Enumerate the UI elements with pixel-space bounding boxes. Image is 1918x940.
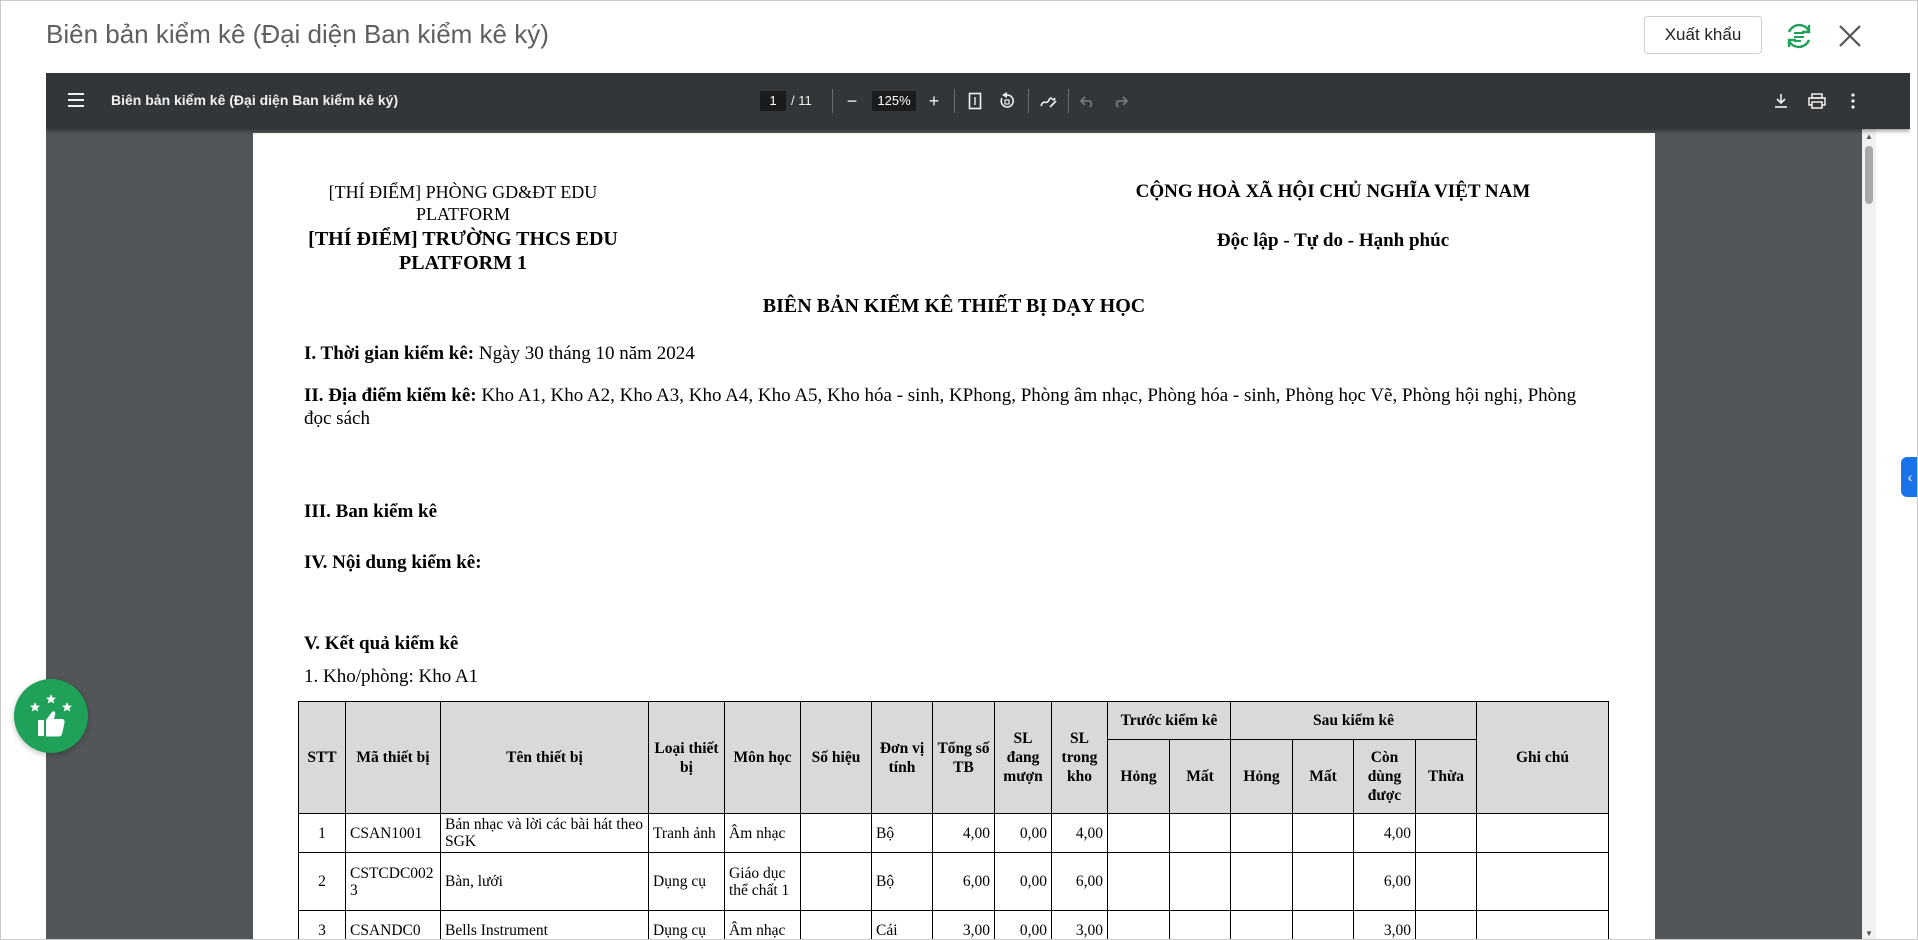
cell-notes bbox=[1477, 853, 1609, 911]
inventory-time bbox=[304, 343, 1604, 365]
col-header-damaged-after: Hỏng bbox=[1231, 740, 1293, 814]
col-header-lost-after: Mất bbox=[1293, 740, 1354, 814]
cell-unit: Cái bbox=[872, 911, 933, 940]
close-icon[interactable] bbox=[1835, 21, 1865, 51]
cell-borrowed: 0,00 bbox=[995, 911, 1052, 940]
scroll-thumb[interactable] bbox=[1865, 146, 1873, 204]
cell-borrowed: 0,00 bbox=[995, 853, 1052, 911]
section-content: IV. Nội dung kiểm kê: bbox=[304, 552, 482, 573]
cell-in-stock: 6,00 bbox=[1052, 853, 1108, 911]
cell-subject: Âm nhạc bbox=[725, 814, 801, 853]
print-icon[interactable] bbox=[1805, 89, 1829, 113]
cell-damaged-after bbox=[1231, 911, 1293, 940]
cell-name: Bells Instrument bbox=[441, 911, 649, 940]
cell-notes bbox=[1477, 814, 1609, 853]
cell-usable: 4,00 bbox=[1354, 814, 1416, 853]
scroll-down-arrow-icon[interactable]: ▼ bbox=[1865, 929, 1873, 938]
cell-total: 6,00 bbox=[933, 853, 995, 911]
section-results: V. Kết quả kiểm kê bbox=[304, 633, 459, 654]
col-header-before: Trước kiểm kê bbox=[1108, 702, 1231, 740]
rotate-icon[interactable] bbox=[995, 89, 1019, 113]
org-line-2: PLATFORM bbox=[415, 204, 511, 224]
cell-code: CSTCDC0023 bbox=[346, 853, 441, 911]
col-header-borrowed: SL đang mượn bbox=[995, 702, 1052, 814]
cell-unit: Bộ bbox=[872, 814, 933, 853]
cell-subject: Âm nhạc bbox=[725, 911, 801, 940]
pdf-page bbox=[253, 133, 1655, 940]
fit-page-icon[interactable] bbox=[963, 89, 987, 113]
cell-borrowed: 0,00 bbox=[995, 814, 1052, 853]
cell-name: Bản nhạc và lời các bài hát theo SGK bbox=[441, 814, 649, 853]
col-header-in-stock: SL trong kho bbox=[1052, 702, 1108, 814]
cell-name: Bàn, lưới bbox=[441, 853, 649, 911]
cell-type: Dụng cụ bbox=[649, 853, 725, 911]
undo-icon[interactable] bbox=[1076, 89, 1100, 113]
document-heading: BIÊN BẢN KIỂM KÊ THIẾT BỊ DẠY HỌC bbox=[762, 295, 1146, 317]
cell-stt: 3 bbox=[299, 911, 346, 940]
cell-surplus bbox=[1416, 814, 1477, 853]
col-header-code: Mã thiết bị bbox=[346, 702, 441, 814]
toolbar-divider bbox=[1028, 89, 1029, 113]
section-committee: III. Ban kiểm kê bbox=[304, 501, 438, 522]
vertical-scrollbar[interactable] bbox=[1862, 129, 1876, 940]
inventory-place bbox=[304, 384, 1604, 430]
cell-in-stock: 3,00 bbox=[1052, 911, 1108, 940]
annotate-icon[interactable] bbox=[1036, 89, 1060, 113]
cell-in-stock: 4,00 bbox=[1052, 814, 1108, 853]
col-header-after: Sau kiểm kê bbox=[1231, 702, 1477, 740]
table-row bbox=[299, 814, 1609, 853]
cell-stt: 2 bbox=[299, 853, 346, 911]
school-line-1: [THÍ ĐIỂM] TRƯỜNG THCS EDU bbox=[308, 228, 618, 250]
col-header-serial: Số hiệu bbox=[801, 702, 872, 814]
school-line-2: PLATFORM 1 bbox=[399, 252, 527, 274]
col-header-total: Tổng số TB bbox=[933, 702, 995, 814]
cell-damaged-before bbox=[1108, 814, 1170, 853]
cell-serial bbox=[801, 853, 872, 911]
col-header-name: Tên thiết bị bbox=[441, 702, 649, 814]
toolbar-divider bbox=[954, 89, 955, 113]
pdf-toolbar bbox=[46, 73, 1910, 129]
org-name bbox=[293, 181, 633, 225]
dialog-title: Biên bản kiểm kê (Đại diện Ban kiểm kê ký) bbox=[46, 19, 549, 49]
cell-lost-before bbox=[1170, 814, 1231, 853]
org-line-1: [THÍ ĐIỂM] PHÒNG GD&ĐT EDU bbox=[328, 182, 598, 202]
toolbar-divider bbox=[832, 89, 833, 113]
scroll-up-arrow-icon[interactable]: ▲ bbox=[1865, 132, 1873, 141]
cell-subject: Giáo dục thể chất 1 bbox=[725, 853, 801, 911]
redo-icon[interactable] bbox=[1108, 89, 1132, 113]
cell-code: CSANDC0 bbox=[346, 911, 441, 940]
cell-lost-after bbox=[1293, 853, 1354, 911]
cell-damaged-after bbox=[1231, 814, 1293, 853]
more-icon[interactable] bbox=[1841, 89, 1865, 113]
cell-damaged-before bbox=[1108, 911, 1170, 940]
col-header-notes: Ghi chú bbox=[1477, 702, 1609, 814]
viewer-right-gutter bbox=[1876, 129, 1910, 940]
cell-damaged-after bbox=[1231, 853, 1293, 911]
col-header-type: Loại thiết bị bbox=[649, 702, 725, 814]
pdf-viewer bbox=[46, 73, 1910, 940]
sync-icon[interactable] bbox=[1782, 19, 1816, 53]
school-name bbox=[293, 227, 633, 275]
cell-lost-after bbox=[1293, 814, 1354, 853]
table-row bbox=[299, 911, 1609, 940]
table-row bbox=[299, 853, 1609, 911]
place-label: II. Địa điểm kiểm kê: bbox=[304, 385, 477, 406]
cell-total: 4,00 bbox=[933, 814, 995, 853]
cell-surplus bbox=[1416, 853, 1477, 911]
col-header-surplus: Thừa bbox=[1416, 740, 1477, 814]
col-header-lost-before: Mất bbox=[1170, 740, 1231, 814]
cell-code: CSAN1001 bbox=[346, 814, 441, 853]
cell-damaged-before bbox=[1108, 853, 1170, 911]
warehouse-label: 1. Kho/phòng: Kho A1 bbox=[304, 666, 479, 687]
export-button[interactable]: Xuất khẩu bbox=[1644, 16, 1762, 54]
cell-usable: 6,00 bbox=[1354, 853, 1416, 911]
cell-surplus bbox=[1416, 911, 1477, 940]
national-motto: Độc lập - Tự do - Hạnh phúc bbox=[1216, 230, 1450, 251]
col-header-damaged-before: Hỏng bbox=[1108, 740, 1170, 814]
cell-usable: 3,00 bbox=[1354, 911, 1416, 940]
time-value: Ngày 30 tháng 10 năm 2024 bbox=[474, 343, 695, 364]
toolbar-divider bbox=[1068, 89, 1069, 113]
side-panel-toggle-icon[interactable]: ‹ bbox=[1901, 457, 1918, 497]
rating-thumbs-up-icon[interactable] bbox=[14, 679, 88, 753]
cell-serial bbox=[801, 814, 872, 853]
page-number-input[interactable]: 1 bbox=[760, 91, 786, 111]
cell-notes bbox=[1477, 911, 1609, 940]
cell-lost-after bbox=[1293, 911, 1354, 940]
zoom-input[interactable]: 125% bbox=[872, 91, 916, 111]
place-value: Kho A1, Kho A2, Kho A3, Kho A4, Kho A5, Kho hóa - sinh, KPhong, Phòng âm nhạc, Phòng hóa - sinh, Phòng học Vẽ, Phòng hội nghị, Phòng đọc sách bbox=[304, 385, 1577, 429]
download-icon[interactable] bbox=[1769, 89, 1793, 113]
zoom-in-icon[interactable]: + bbox=[928, 90, 940, 111]
col-header-stt: STT bbox=[299, 702, 346, 814]
page-total: / 11 bbox=[791, 93, 812, 108]
menu-icon[interactable] bbox=[68, 93, 84, 107]
cell-lost-before bbox=[1170, 911, 1231, 940]
pdf-doc-title: Biên bản kiểm kê (Đại diện Ban kiểm kê ký) bbox=[111, 92, 399, 108]
cell-type: Tranh ảnh bbox=[649, 814, 725, 853]
col-header-unit: Đơn vị tính bbox=[872, 702, 933, 814]
col-header-usable: Còn dùng được bbox=[1354, 740, 1416, 814]
national-title: CỘNG HOÀ XÃ HỘI CHỦ NGHĨA VIỆT NAM bbox=[1135, 181, 1531, 202]
time-label: I. Thời gian kiểm kê: bbox=[304, 343, 475, 364]
inventory-table bbox=[298, 701, 1609, 940]
cell-total: 3,00 bbox=[933, 911, 995, 940]
cell-unit: Bộ bbox=[872, 853, 933, 911]
cell-type: Dụng cụ bbox=[649, 911, 725, 940]
col-header-subject: Môn học bbox=[725, 702, 801, 814]
zoom-out-icon[interactable]: − bbox=[846, 90, 858, 111]
cell-serial bbox=[801, 911, 872, 940]
cell-stt: 1 bbox=[299, 814, 346, 853]
cell-lost-before bbox=[1170, 853, 1231, 911]
